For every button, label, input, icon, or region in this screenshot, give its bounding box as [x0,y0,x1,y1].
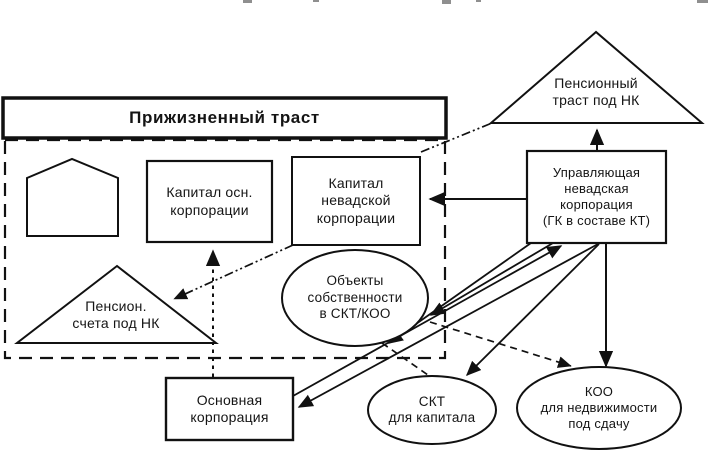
kapital-nevada-label: Капитал невадской корпорации [316,175,396,226]
kapital-osn-label: Капитал осн. корпорации [166,184,253,218]
obekty-label: Объекты собственности в СКТ/КОО [307,273,403,322]
title-box [3,98,446,138]
pens-scheta-label: Пенсион. счета под НК [72,297,160,331]
osnovnaya-label: Основная корпорация [190,391,269,425]
edge-unk-to-skt [467,244,599,375]
osnovnaya-box [166,378,293,440]
koo-ellipse [517,367,681,449]
edge-kapital-nevada-to-pens-scheta-dashdot [174,245,293,299]
koo-label: КОО для недвижимости под сдачу [540,384,658,431]
title-label: Прижизненный траст [129,107,320,127]
kapital-osn-box [147,161,272,242]
unk-label: Управляющая невадская корпорация (ГК в составе КТ) [542,165,651,228]
pens-trust-triangle [491,32,702,123]
skt-label: СКТ для капитала [388,393,476,425]
kapital-nevada-box [292,157,420,245]
skt-ellipse [368,376,496,444]
pens-trust-label: Пенсионный траст под НК [552,74,640,108]
house-shape [27,159,118,236]
unk-box [527,151,666,243]
edge-obekty-to-koo-dashed [430,322,571,366]
pens-scheta-triangle [17,266,216,343]
obekty-ellipse [282,250,428,346]
